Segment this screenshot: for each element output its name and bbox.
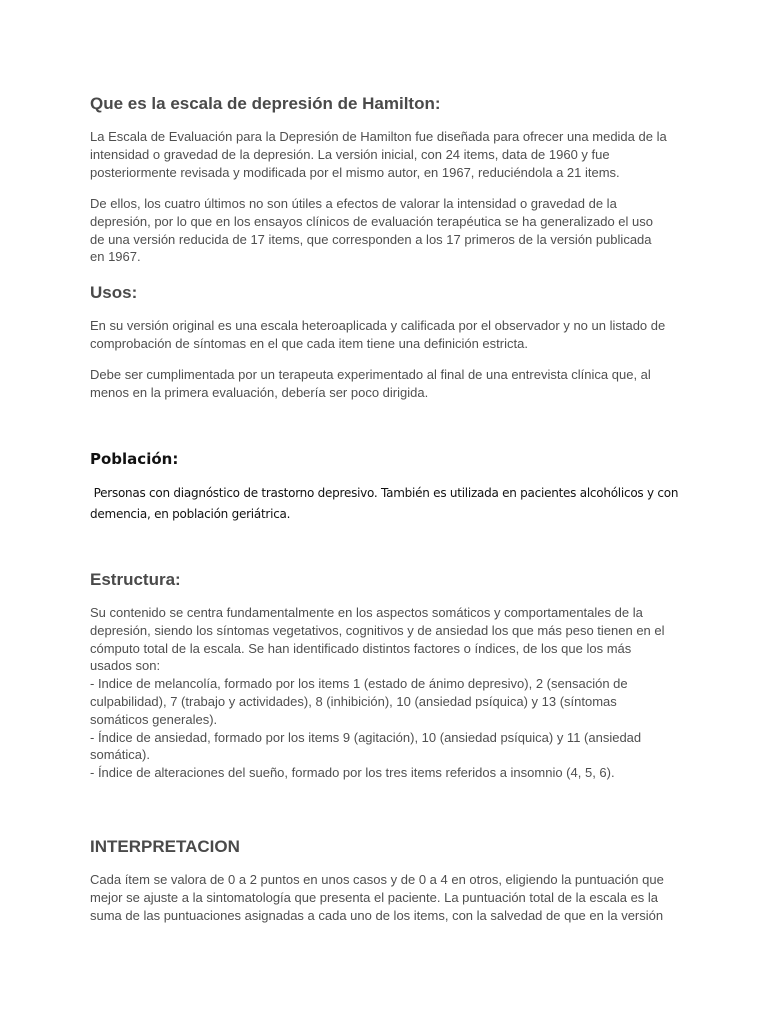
text-line: Debe ser cumplimentada por un terapeuta experimentado al final de una entrevista clínica que, al [90,367,651,382]
intro-paragraph-1 [90,128,680,181]
text-line: mejor se ajuste a la sintomatología que presenta el paciente. La puntuación total de la escala es la [90,889,659,905]
usos-paragraph-1 [90,317,680,353]
page-title: Que es la escala de depresión de Hamilton: [90,94,441,113]
text-line: en 1967. [90,249,141,265]
text-line: menos en la primera evaluación, debería ser poco dirigida. [90,384,429,400]
text-line: comprobación de síntomas en el que cada item tiene una definición estricta. [90,335,528,351]
text-line: intensidad o gravedad de la depresión. La versión inicial, con 24 items, data de 1960 y fue [90,146,610,162]
text-line: culpabilidad), 7 (trabajo y actividades), 8 (inhibición), 10 (ansiedad psíquica) y 13 (síntomas [90,693,617,709]
text-line: Su contenido se centra fundamentalmente en los aspectos somáticos y comportamentales de la [90,605,643,620]
text-line: somática). [90,747,150,763]
intro-paragraph-2 [90,195,680,266]
text-line: somáticos generales). [90,711,218,727]
text-line: La Escala de Evaluación para la Depresión de Hamilton fue diseñada para ofrecer una medida de la [90,129,667,144]
text-line: En su versión original es una escala heteroaplicada y calificada por el observador y no un listado de [90,318,666,333]
text-line: posteriormente revisada y modificada por el mismo autor, en 1967, reduciéndola a 21 items. [90,164,620,180]
text-line: - Índice de alteraciones del sueño, formado por los tres items referidos a insomnio (4, 5, 6). [90,765,615,781]
text-line: - Indice de melancolía, formado por los items 1 (estado de ánimo depresivo), 2 (sensación de [90,676,628,692]
section-heading-interpretacion: INTERPRETACION [90,837,240,856]
section-heading-poblacion: Población: [90,450,179,468]
text-line: - Índice de ansiedad, formado por los items 9 (agitación), 10 (ansiedad psíquica) y 11 (ansiedad [90,729,642,745]
text-line: De ellos, los cuatro últimos no son útiles a efectos de valorar la intensidad o gravedad de la [90,196,617,211]
text-line: Cada ítem se valora de 0 a 2 puntos en unos casos y de 0 a 4 en otros, eligiendo la puntuación que [90,872,664,887]
text-line: demencia, en población geriátrica. [90,507,291,521]
section-heading-estructura: Estructura: [90,570,181,589]
text-line: cómputo total de la escala. Se han identificado distintos factores o índices, de los que los más [90,640,632,656]
text-line: Personas con diagnóstico de trastorno depresivo. También es utilizada en pacientes alcohólicos y con [90,486,679,500]
estructura-paragraph [90,604,680,782]
section-heading-usos: Usos: [90,283,138,302]
interpretacion-paragraph [90,871,680,924]
usos-paragraph-2 [90,366,680,402]
text-line: de una versión reducida de 17 items, que corresponden a los 17 primeros de la versión publicada [90,231,652,247]
text-line: depresión, por lo que en los ensayos clínicos de evaluación terapéutica se ha generalizado el uso [90,213,653,229]
text-line: usados son: [90,658,161,674]
text-line: depresión, siendo los síntomas vegetativos, cognitivos y de ansiedad los que más peso tienen en el [90,622,665,638]
poblacion-paragraph [90,483,680,525]
text-line: suma de las puntuaciones asignadas a cada uno de los items, con la salvedad de que en la versión [90,907,664,923]
